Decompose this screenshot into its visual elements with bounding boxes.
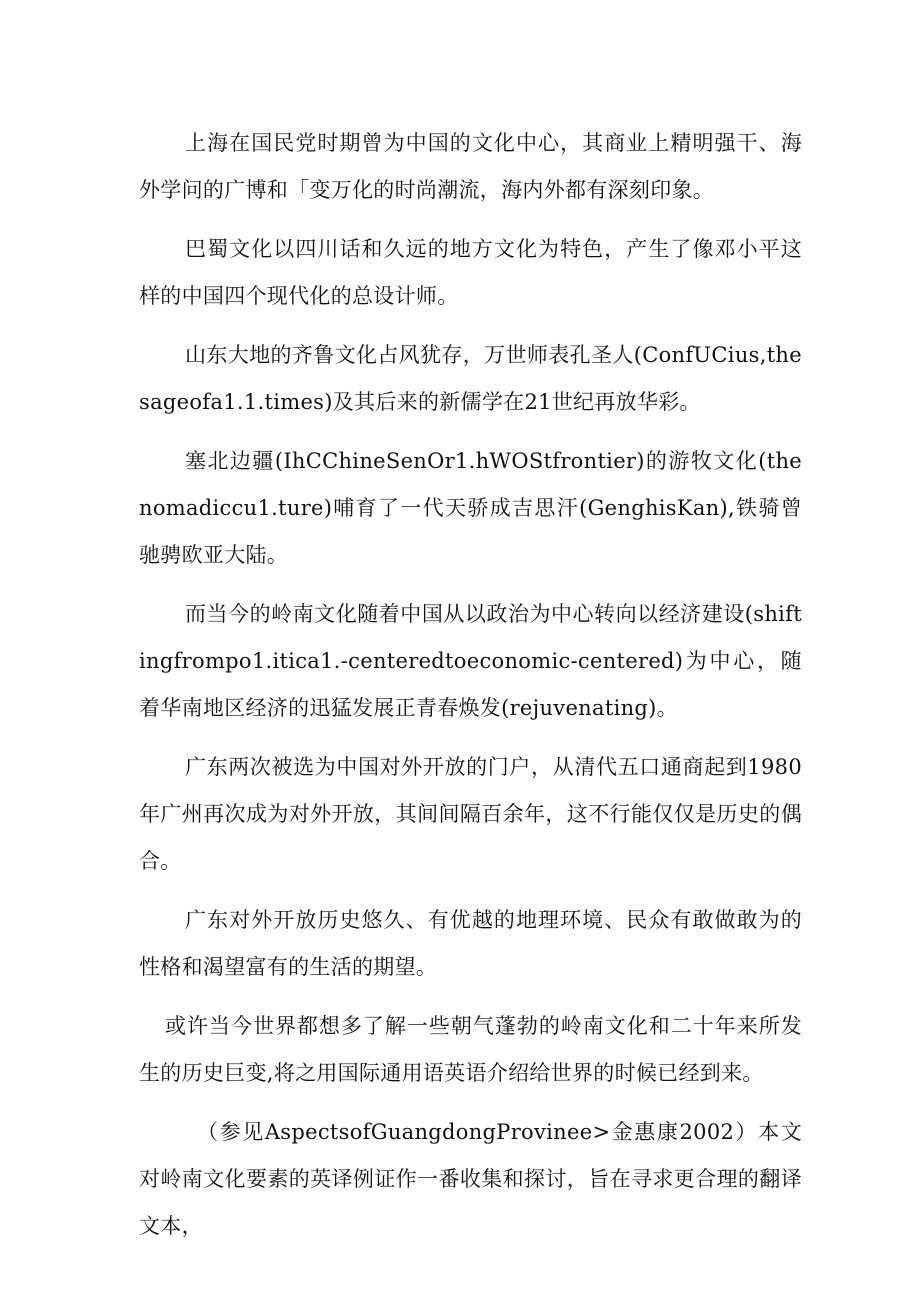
paragraph-guangdong-history: 广东对外开放历史悠久、有优越的地理环境、民众有敢做敢为的性格和渴望富有的生活的期望。 <box>139 908 802 979</box>
paragraph-bashu: 巴蜀文化以四川话和久远的地方文化为特色，产生了像邓小平这样的中国四个现代化的总设计师。 <box>139 237 802 308</box>
paragraph-reference: （参见AspectsofGuangdongProvinee>金惠康2002）本文对岭南文化要素的英译例证作一番收集和探讨，旨在寻求更合理的翻译文本， <box>139 1120 802 1238</box>
paragraph-saibei: 塞北边疆(IhCChineSenOr1.hWOStfrontier)的游牧文化(thenomadiccu1.ture)哺育了一代天骄成吉思汗(GenghisKan),铁骑曾驰骋欧亚大陆。 <box>139 449 802 567</box>
paragraph-lingnan: 而当今的岭南文化随着中国从以政治为中心转向以经济建设(shiftingfrompo1.itica1.-centeredtoeconomic-centered)为中心，随着华南地区经济的迅猛发展正青春焕发(rejuvenating)。 <box>139 602 802 720</box>
paragraph-guangdong-gateway: 广东两次被选为中国对外开放的门户，从清代五口通商起到1980年广州再次成为对外开放，其间间隔百余年，这不行能仅仅是历史的偶合。 <box>139 755 802 873</box>
paragraph-world-interest: 或许当今世界都想多了解一些朝气蓬勃的岭南文化和二十年来所发生的历史巨变,将之用国际通用语英语介绍给世界的时候已经到来。 <box>139 1014 802 1085</box>
paragraph-shandong: 山东大地的齐鲁文化占风犹存，万世师表孔圣人(ConfUCius,thesageofa1.1.times)及其后来的新儒学在21世纪再放华彩。 <box>139 343 802 414</box>
paragraph-shanghai: 上海在国民党时期曾为中国的文化中心，其商业上精明强干、海外学问的广博和「变万化的时尚潮流，海内外都有深刻印象。 <box>139 131 802 202</box>
